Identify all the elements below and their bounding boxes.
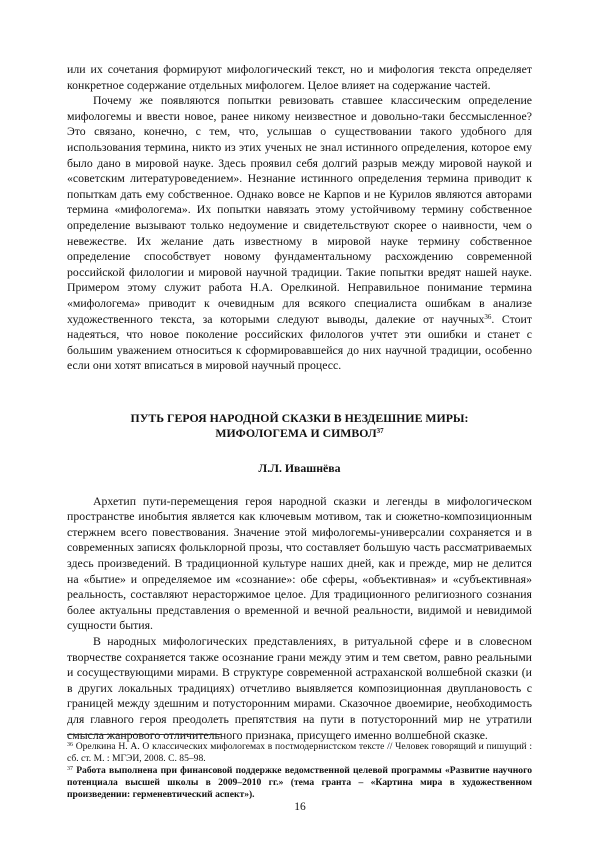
footnote-divider	[67, 734, 221, 735]
main-text	[67, 62, 532, 743]
footnote-ref-36: 36	[484, 312, 492, 321]
paragraph-revision-critique	[67, 93, 532, 374]
page-number: 16	[294, 801, 306, 813]
article-paragraph-1: Архетип пути-перемещения героя народной сказки и легенды в мифологическом пространстве инобытия является как ключевым мотивом, так и сюжетно-композиционным стержнем всего повествования. Значение этой мифологемы-универсалии сохраняется и в современных записях фольклорной прозы, что составляет большую часть рассматриваемых здесь произведений. В традиционной культуре наших дней, как и прежде, мир не делится на «бытие» и определяемое им «сознание»: обе сферы, «объективная» и «субъективная» реальность, составляют нерасторжимое целое. Для традиционного религиозного сознания более актуальны представления о временной и вечной реальности, видимой и невидимой сущности бытия.	[67, 493, 532, 633]
footnote-37-number: 37	[67, 766, 73, 772]
footnote-37	[67, 765, 532, 801]
footnotes	[67, 734, 532, 801]
article-title-line2	[67, 426, 532, 442]
article-author: Л.Л. Ивашнёва	[258, 461, 341, 476]
footnote-36-number: 36	[67, 742, 73, 748]
footnote-36	[67, 741, 532, 765]
article-title-line1: ПУТЬ ГЕРОЯ НАРОДНОЙ СКАЗКИ В НЕЗДЕШНИЕ МИРЫ:	[130, 410, 469, 425]
article-title-line2-text: МИФОЛОГЕМА И СИМВОЛ	[215, 426, 377, 441]
footnote-36-text: Орелкина Н. А. О классических мифологемах в постмодернистском тексте // Человек говорящий и пишущий : сб. ст. М. : МГЭИ, 2008. С. 85–98.	[67, 741, 532, 764]
paragraph-continuation: или их сочетания формируют мифологический текст, но и мифология текста определяет конкретное содержание отдельных мифологем. Целое влияет на содержание частей.	[67, 62, 532, 92]
paragraph-text-part2: . Стоит надеяться, что новое поколение российских филологов учтет эти ошибки и станет с большим уважением относиться к сформировавшейся до них научной традиции, особенно если они хотят вписаться в мировой научный процесс.	[67, 311, 532, 373]
article-paragraph-2: В народных мифологических представлениях, в ритуальной сфере и в словесном творчестве сохраняется также осознание грани между этим и тем светом, равно реальными и сосуществующими мирами. В структуре современной астраханской волшебной сказки (и в других локальных традициях) отчетливо выявляется композиционная двуплановость с границей между здешним и потусторонним мирами. Сказочное двоемирие, необходимость для главного героя преодолеть препятствия на пути в потусторонний мир не утратили смысла жанрового отличительного признака, присущего именно волшебной сказке.	[67, 634, 532, 742]
article-title	[67, 411, 532, 442]
paragraph-text-part1: Почему же появляются попытки ревизовать ставшее классическим определение мифологемы и ввести новое, ранее никому неизвестное и довольно-таки бессмысленное? Это связано, конечно, с тем, что, услышав о существовании такого удобного для использования термина, никто из этих ученых не знал истинного определения, которое ему было дано в мировой науке. Здесь проявил себя долгий разрыв между мировой наукой и «советским литературоведением». Незнание истинного определения термина приводит к попыткам дать ему собственное. Однако вовсе не Карпов и не Курилов являются авторами термина «мифологема». Их попытки навязать этому устойчивому термину собственное определение вызывают только недоумение и свидетельствуют скорее о наивности, чем о невежестве. Их желание дать известному в мировой науке термину собственное определение способствует новому фундаментальному расхождению современной российской филологии и мировой научной традиции. Такие попытки вредят нашей науке. Примером этому служит работа Н.А. Орелкиной. Неправильное понимание термина «мифологема» приводит к очевидным для всякого специалиста ошибкам в анализе художественного текста, за которыми следуют выводы, далекие от научных	[67, 93, 532, 326]
footnote-37-text: Работа выполнена при финансовой поддержке ведомственной целевой программы «Развитие научного потенциала высшей школы в 2009–2010 гг.» (тема гранта – «Картина мира в художественном произведении: герменевтический аспект»).	[67, 765, 532, 800]
footnote-ref-37: 37	[376, 427, 384, 436]
